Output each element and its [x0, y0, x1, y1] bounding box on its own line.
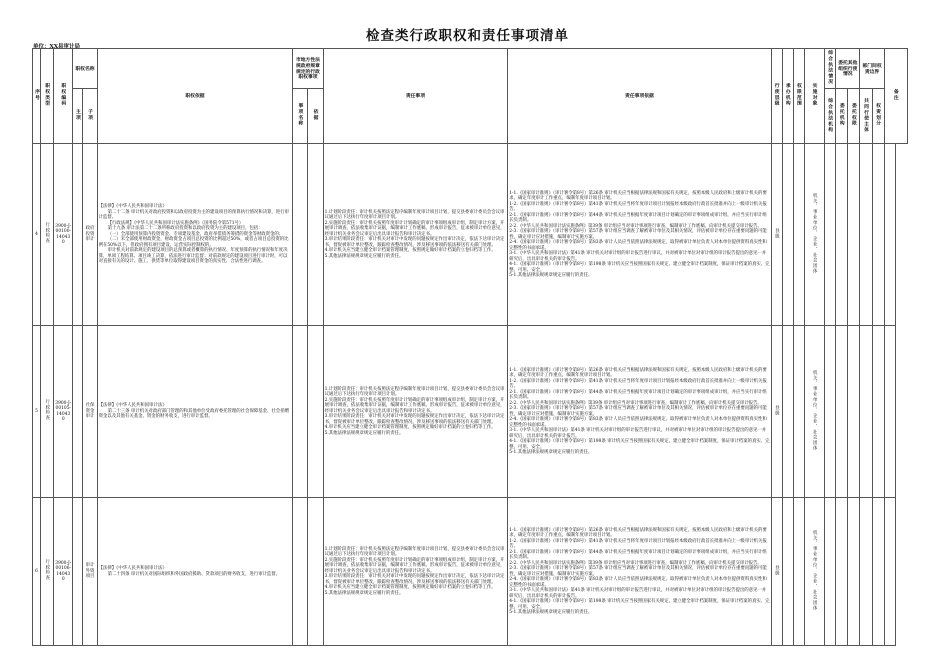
unit-label: 单位：XX县审计局: [33, 44, 81, 50]
row-code: 3900-J-00100-140430: [54, 144, 73, 326]
row-item-name: [293, 326, 308, 498]
header-entrust-type: 委托权限: [848, 89, 860, 144]
row-entrust-org: [836, 498, 848, 646]
row-split-div: [872, 498, 884, 646]
row-sub: 审计外资项目: [83, 498, 97, 646]
row-joint: [825, 498, 836, 646]
header-type: 职权类型: [41, 49, 54, 144]
row-dept: [782, 144, 793, 326]
row-seq: 4: [33, 144, 41, 326]
header-entrust-org: 委托机构: [836, 89, 848, 144]
header-name: 职权名称: [73, 49, 97, 89]
header-sub: 子项: [83, 89, 97, 144]
row-duty: 1.计划阶段责任：审计机关按照法定程序编制年度审计项目计划，提交县委审计委员会会议审议通过后下达执行年度审计项目计划。 2.实施阶段责任：审计机关按照年度审计计划确定的审计事项组成审计组，制定审计方案，开展审计调查，依法收集审计证据，编制审计工作底稿，形成审计报告，征求被审计单位意见，经审计机关业务会议审定后出具审计报告和审计决定书。 3.审计结果阶段责任：审计机关对审计中发现的问题按规定作出审计决定，依法下达审计决定书，督促被审计单位整改，跟踪检查整改情况，涉及移送事项的依法移送有关部门处理。 4.审计机关应当建立健全审计档案管理制度，按照规定做好审计档案的立卷归档等工作。 5.其他法律法规规章规定应履行的责任。: [323, 326, 508, 498]
header-remark: 备注: [884, 49, 907, 144]
header-split: 部门间权责边界: [860, 49, 884, 89]
row-entrust-org: [836, 144, 848, 326]
row-dept: [782, 326, 793, 498]
row-main: [73, 326, 83, 498]
header-dept: 承办机构: [782, 49, 793, 144]
header-item-basis: 依据: [308, 89, 323, 144]
row-duty: 1.计划阶段责任：审计机关按照法定程序编制年度审计项目计划，提交县委审计委员会会议审议通过后下达执行年度审计项目计划。 2.实施阶段责任：审计机关按照年度审计计划确定的审计事项组成审计组，制定审计方案，开展审计调查，依法收集审计证据，编制审计工作底稿，形成审计报告，征求被审计单位意见，经审计机关业务会议审定后出具审计报告和审计决定书。 3.审计结果阶段责任：审计机关对审计中发现的问题按规定作出审计决定，依法下达审计决定书，督促被审计单位整改，跟踪检查整改情况，涉及移送事项的依法移送有关部门处理。 4.审计机关应当建立健全审计档案管理制度，按照规定做好审计档案的立卷归档等工作。 5.其他法律法规规章规定应履行的责任。: [323, 498, 508, 646]
header-duty-basis: 责任事项依据: [508, 49, 771, 144]
row-duty-basis: 1-1.《国家审计准则》（审计署令第8号）第26条 审计机关应当根据法律法规和国家有关规定，按照本级人民政府和上级审计机关的要求，确定年度审计工作重点，编制年度审计项目计划。 1-2.《国家审计准则》（审计署令第8号）第41条 审计机关应当将年度审计项目计划报经本级政府行政首长批准并向上一级审计机关报告。 2-1.《国家审计准则》（审计署令第8号）第44条 审计机关应当根据年度审计项目计划确定的审计事项组成审计组，并应当实行审计组长负责制。 2-2.《中华人民共和国审计法实施条例》第39条 审计组应当对审计事项进行审查，编制审计工作底稿，向审计机关提交审计报告。 2-3.《国家审计准则》（审计署令第8号）第57条 审计组应当调查了解被审计单位及其相关情况，评估被审计单位存在重要问题的可能性，确定审计应对措施，编制审计实施方案。 2-4.《国家审计准则》（审计署令第8号）第83条 审计人员应当依照法律法规规定，取得被审计单位负责人对本单位提供资料真实性和完整性的书面承诺。 3-1.《中华人民共和国审计法》第41条 审计机关对审计组的审计报告进行审议，并对被审计单位对审计组的审计报告提出的意见一并研究后，出具审计机关的审计报告。 4-1.《国家审计准则》（审计署令第8号）第198条 审计机关应当按照国家有关规定，建立健全审计档案制度，保证审计档案的真实、完整、可用、安全。 5-1.其他法律法规规章规定应履行的责任。: [508, 144, 771, 326]
row-seq: 5: [33, 326, 41, 498]
row-joint: [825, 144, 836, 326]
row-exec: 县级: [771, 326, 782, 498]
header-split-div: 权责划分: [872, 89, 884, 144]
header-entrust: 委托其他组织行使情况: [836, 49, 860, 89]
header-basis: 职权依据: [97, 49, 293, 144]
row-item-basis: [308, 326, 323, 498]
row-entrust-type: [848, 326, 860, 498]
row-duty-basis: 1-1.《国家审计准则》（审计署令第8号）第26条 审计机关应当根据法律法规和国家有关规定，按照本级人民政府和上级审计机关的要求，确定年度审计工作重点，编制年度审计项目计划。 1-2.《国家审计准则》（审计署令第8号）第41条 审计机关应当将年度审计项目计划报经本级政府行政首长批准并向上一级审计机关报告。 2-1.《国家审计准则》（审计署令第8号）第44条 审计机关应当根据年度审计项目计划确定的审计事项组成审计组，并应当实行审计组长负责制。 2-2.《中华人民共和国审计法实施条例》第39条 审计组应当对审计事项进行审查，编制审计工作底稿，向审计机关提交审计报告。 2-3.《国家审计准则》（审计署令第8号）第57条 审计组应当调查了解被审计单位及其相关情况，评估被审计单位存在重要问题的可能性，确定审计应对措施，编制审计实施方案。 2-4.《国家审计准则》（审计署令第8号）第83条 审计人员应当依照法律法规规定，取得被审计单位负责人对本单位提供资料真实性和完整性的书面承诺。 3-1.《中华人民共和国审计法》第41条 审计机关对审计组的审计报告进行审议，并对被审计单位对审计组的审计报告提出的意见一并研究后，出具审计机关的审计报告。 4-1.《国家审计准则》（审计署令第8号）第198条 审计机关应当按照国家有关规定，建立健全审计档案制度，保证审计档案的真实、完整、可用、安全。 5-1.其他法律法规规章规定应履行的责任。: [508, 498, 771, 646]
header-split-main: 共同行使主体: [860, 89, 872, 144]
header-target: 实施对象: [804, 49, 824, 144]
table-row: [33, 326, 908, 498]
header-joint-dept: 综合执法机构: [825, 89, 836, 144]
header-duty: 责任事项: [323, 49, 508, 144]
header-item-name: 事项名称: [293, 89, 308, 144]
row-dept: [782, 498, 793, 646]
row-entrust-type: [848, 498, 860, 646]
row-seq: 6: [33, 498, 41, 646]
row-sub: 社保资金审计: [83, 326, 97, 498]
row-scope: [793, 326, 804, 498]
row-split-main: [860, 144, 872, 326]
row-type: 行政检查: [41, 326, 54, 498]
row-duty: 1.计划阶段责任：审计机关按照法定程序编制年度审计项目计划，提交县委审计委员会会议审议通过后下达执行年度审计项目计划。 2.实施阶段责任：审计机关按照年度审计计划确定的审计事项组成审计组，制定审计方案，开展审计调查，依法收集审计证据，编制审计工作底稿，形成审计报告，征求被审计单位意见，经审计机关业务会议审定后出具审计报告和审计决定书。 3.审计结果阶段责任：审计机关对审计中发现的问题按规定作出审计决定，依法下达审计决定书，督促被审计单位整改，跟踪检查整改情况，涉及移送事项的依法移送有关部门处理。 4.审计机关应当建立健全审计档案管理制度，按照规定做好审计档案的立卷归档等工作。 5.其他法律法规规章规定应履行的责任。: [323, 144, 508, 326]
header-seq: 序号: [33, 49, 41, 144]
row-split-main: [860, 326, 872, 498]
row-scope: [793, 144, 804, 326]
row-target: 机关、事业单位、企业、社会团体: [804, 498, 824, 646]
header-scope: 权限范围: [793, 49, 804, 144]
header-exec: 行使层级: [771, 49, 782, 144]
table-row: [33, 144, 908, 326]
row-main: [73, 144, 83, 326]
duty-list-table: [32, 48, 908, 646]
row-scope: [793, 498, 804, 646]
row-sub: 政府投资审计: [83, 144, 97, 326]
row-duty-basis: 1-1.《国家审计准则》（审计署令第8号）第26条 审计机关应当根据法律法规和国家有关规定，按照本级人民政府和上级审计机关的要求，确定年度审计工作重点，编制年度审计项目计划。 1-2.《国家审计准则》（审计署令第8号）第41条 审计机关应当将年度审计项目计划报经本级政府行政首长批准并向上一级审计机关报告。 2-1.《国家审计准则》（审计署令第8号）第44条 审计机关应当根据年度审计项目计划确定的审计事项组成审计组，并应当实行审计组长负责制。 2-2.《中华人民共和国审计法实施条例》第39条 审计组应当对审计事项进行审查，编制审计工作底稿，向审计机关提交审计报告。 2-3.《国家审计准则》（审计署令第8号）第57条 审计组应当调查了解被审计单位及其相关情况，评估被审计单位存在重要问题的可能性，确定审计应对措施，编制审计实施方案。 2-4.《国家审计准则》（审计署令第8号）第83条 审计人员应当依照法律法规规定，取得被审计单位负责人对本单位提供资料真实性和完整性的书面承诺。 3-1.《中华人民共和国审计法》第41条 审计机关对审计组的审计报告进行审议，并对被审计单位对审计组的审计报告提出的意见一并研究后，出具审计机关的审计报告。 4-1.《国家审计准则》（审计署令第8号）第198条 审计机关应当按照国家有关规定，建立健全审计档案制度，保证审计档案的真实、完整、可用、安全。 5-1.其他法律法规规章规定应履行的责任。: [508, 326, 771, 498]
row-item-name: [293, 144, 308, 326]
row-split-div: [872, 144, 884, 326]
row-target: 机关、事业单位、企业、社会团体: [804, 144, 824, 326]
row-item-basis: [308, 144, 323, 326]
header-city-basis: 市地方性法规政府规章规定的行政职权事项: [293, 49, 323, 89]
row-entrust-type: [848, 144, 860, 326]
row-type: 行政检查: [41, 144, 54, 326]
row-remark: [884, 326, 895, 498]
row-basis: 【法律】《中华人民共和国审计法》 第二十四条 审计机关对国际组织和外国政府援助、贷款项目的财务收支，进行审计监督。: [97, 498, 293, 646]
row-remark: [884, 144, 895, 326]
row-entrust-org: [836, 326, 848, 498]
row-item-name: [293, 498, 308, 646]
row-exec: 县级: [771, 144, 782, 326]
header-joint: 综合执法情况: [825, 49, 836, 89]
row-item-basis: [308, 498, 323, 646]
row-joint: [825, 326, 836, 498]
row-basis: 【法律】《中华人民共和国审计法》 第二十三条 审计机关对政府部门管理的和其他单位受政府委托管理的社会保障基金、社会捐赠资金以及其他有关基金、资金的财务收支，进行审计监督。: [97, 326, 293, 498]
row-code: 3900-J-00105-140430: [54, 326, 73, 498]
row-type: 行政检查: [41, 498, 54, 646]
row-split-main: [860, 498, 872, 646]
row-remark: [884, 498, 895, 646]
row-exec: 县级: [771, 498, 782, 646]
header-main: 主项: [73, 89, 83, 144]
header-code: 职权编码: [54, 49, 73, 144]
row-target: 机关、事业单位、企业、社会团体: [804, 326, 824, 498]
row-basis: 【法律】《中华人民共和国审计法》 第二十二条 审计机关对政府投资和以政府投资为主的建设项目的预算执行情况和决算，进行审计监督。 【行政法规】《中华人民共和国审计法实施条例》（国务院令第571号） 第十九条 审计法第二十二条所称政府投资和以政府投资为主的建设项目，包括： （一）全部使用预算内投资资金、专项建设基金、政府举借债务筹措的资金等财政资金的； （二）未全部使用财政资金，财政资金占项目总投资的比例超过50%，或者占项目总投资的比例在50%以下，但政府拥有项目建设、运营实际控制权的。 审计机关对前款规定的建设项目的总预算或者概算的执行情况、年度预算的执行情况和年度决算，单项工程结算、项目竣工决算，依法进行审计监督；对前款规定的建设项目进行审计时，可以对直接有关的设计、施工、供货等单位取得建设项目资金的真实性、合法性进行调查。: [97, 144, 293, 326]
table-row: [33, 498, 908, 646]
row-code: 3900-J-00106-140430: [54, 498, 73, 646]
row-main: [73, 498, 83, 646]
page-title: 检查类行政职权和责任事项清单: [366, 28, 569, 44]
row-split-div: [872, 326, 884, 498]
